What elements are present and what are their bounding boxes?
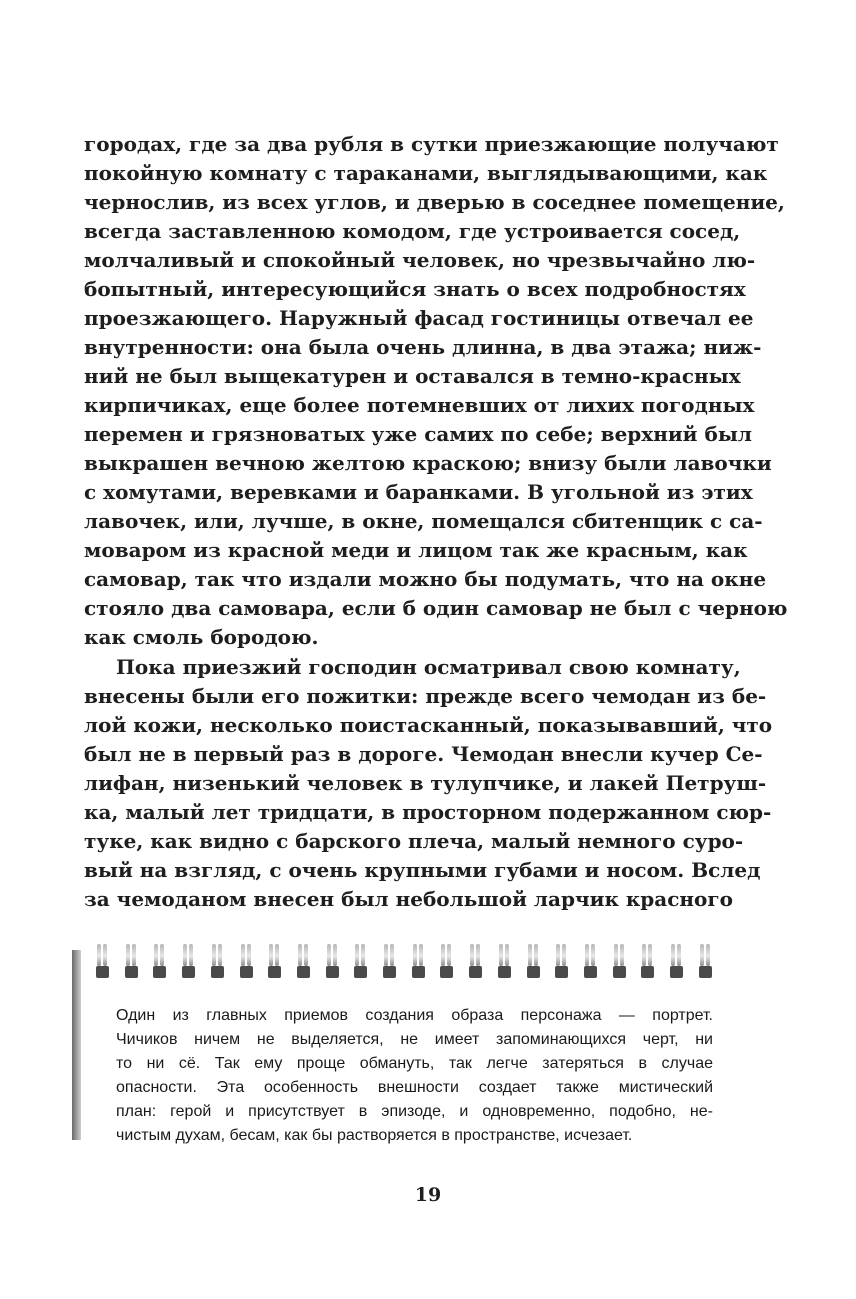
- coil-icon: [240, 944, 253, 978]
- coil-icon: [125, 944, 138, 978]
- note-line: чистым духам, бесам, как бы растворяется в пространстве, исчезает.: [116, 1127, 633, 1144]
- coil-icon: [584, 944, 597, 978]
- text-line: моваром из красной меди и лицом так же красным, как: [84, 538, 748, 562]
- text-line: стояло два самовара, если б один самовар не был с черною: [84, 596, 788, 620]
- text-line: был не в первый раз в дороге. Чемодан внесли кучер Се-: [84, 742, 763, 766]
- coil-icon: [326, 944, 339, 978]
- coil-icon: [699, 944, 712, 978]
- coil-icon: [96, 944, 109, 978]
- coil-icon: [383, 944, 396, 978]
- text-line: ний не был выщекатурен и оставался в темно-красных: [84, 364, 741, 388]
- coil-icon: [469, 944, 482, 978]
- coil-icon: [412, 944, 425, 978]
- note-line: Один из главных приемов создания образа персонажа — портрет.: [116, 1007, 713, 1024]
- note-line: то ни сё. Так ему проще обмануть, так легче затеряться в случае: [116, 1055, 713, 1072]
- note-side-bar: [72, 950, 81, 1140]
- text-line: проезжающего. Наружный фасад гостиницы отвечал ее: [84, 306, 754, 330]
- text-line: лифан, низенький человек в тулупчике, и лакей Петруш-: [84, 771, 767, 795]
- commentary-note-box: [72, 944, 713, 1144]
- main-text-paragraph-2: [84, 653, 773, 914]
- text-line: с хомутами, веревками и баранками. В угольной из этих: [84, 480, 753, 504]
- note-line: план: герой и присутствует в эпизоде, и одновременно, подобно, не-: [116, 1103, 713, 1120]
- text-line: лавочек, или, лучше, в окне, помещался сбитенщик с са-: [84, 509, 763, 533]
- coil-icon: [613, 944, 626, 978]
- text-line: туке, как видно с барского плеча, малый немного суро-: [84, 829, 744, 853]
- text-line: чернослив, из всех углов, и дверью в соседнее помещение,: [84, 190, 785, 214]
- coil-icon: [268, 944, 281, 978]
- text-line: самовар, так что издали можно бы подумать, что на окне: [84, 567, 767, 591]
- text-line: покойную комнату с тараканами, выглядывающими, как: [84, 161, 768, 185]
- coil-icon: [641, 944, 654, 978]
- coil-icon: [354, 944, 367, 978]
- text-line: ка, малый лет тридцати, в просторном подержанном сюр-: [84, 800, 772, 824]
- note-text: [116, 1004, 713, 1148]
- text-line: всегда заставленною комодом, где устроивается сосед,: [84, 219, 741, 243]
- coil-icon: [182, 944, 195, 978]
- spiral-binding-icon: [96, 944, 712, 978]
- text-line: перемен и грязноватых уже самих по себе; верхний был: [84, 422, 752, 446]
- text-line: как смоль бородою.: [84, 625, 319, 649]
- text-line: кирпичиках, еще более потемневших от лихих погодных: [84, 393, 755, 417]
- text-line: выкрашен вечною желтою краскою; внизу были лавочки: [84, 451, 772, 475]
- text-line: молчаливый и спокойный человек, но чрезвычайно лю-: [84, 248, 756, 272]
- coil-icon: [153, 944, 166, 978]
- coil-icon: [440, 944, 453, 978]
- text-line: внутренности: она была очень длинна, в два этажа; ниж-: [84, 335, 762, 359]
- main-text-paragraph-1: [84, 130, 788, 652]
- text-line: внесены были его пожитки: прежде всего чемодан из бе-: [84, 684, 767, 708]
- coil-icon: [498, 944, 511, 978]
- text-line: Пока приезжий господин осматривал свою комнату,: [116, 655, 741, 679]
- coil-icon: [670, 944, 683, 978]
- text-line: бопытный, интересующийся знать о всех подробностях: [84, 277, 746, 301]
- note-line: Чичиков ничем не выделяется, не имеет запоминающихся черт, ни: [116, 1031, 713, 1048]
- coil-icon: [297, 944, 310, 978]
- text-line: лой кожи, несколько поистасканный, показывавший, что: [84, 713, 773, 737]
- note-line: опасности. Эта особенность внешности создает также мистический: [116, 1079, 713, 1096]
- text-line: городах, где за два рубля в сутки приезжающие получают: [84, 132, 779, 156]
- coil-icon: [211, 944, 224, 978]
- coil-icon: [527, 944, 540, 978]
- page-number: 19: [414, 1184, 442, 1206]
- text-line: за чемоданом внесен был небольшой ларчик красного: [84, 887, 733, 911]
- coil-icon: [555, 944, 568, 978]
- text-line: вый на взгляд, с очень крупными губами и носом. Вслед: [84, 858, 761, 882]
